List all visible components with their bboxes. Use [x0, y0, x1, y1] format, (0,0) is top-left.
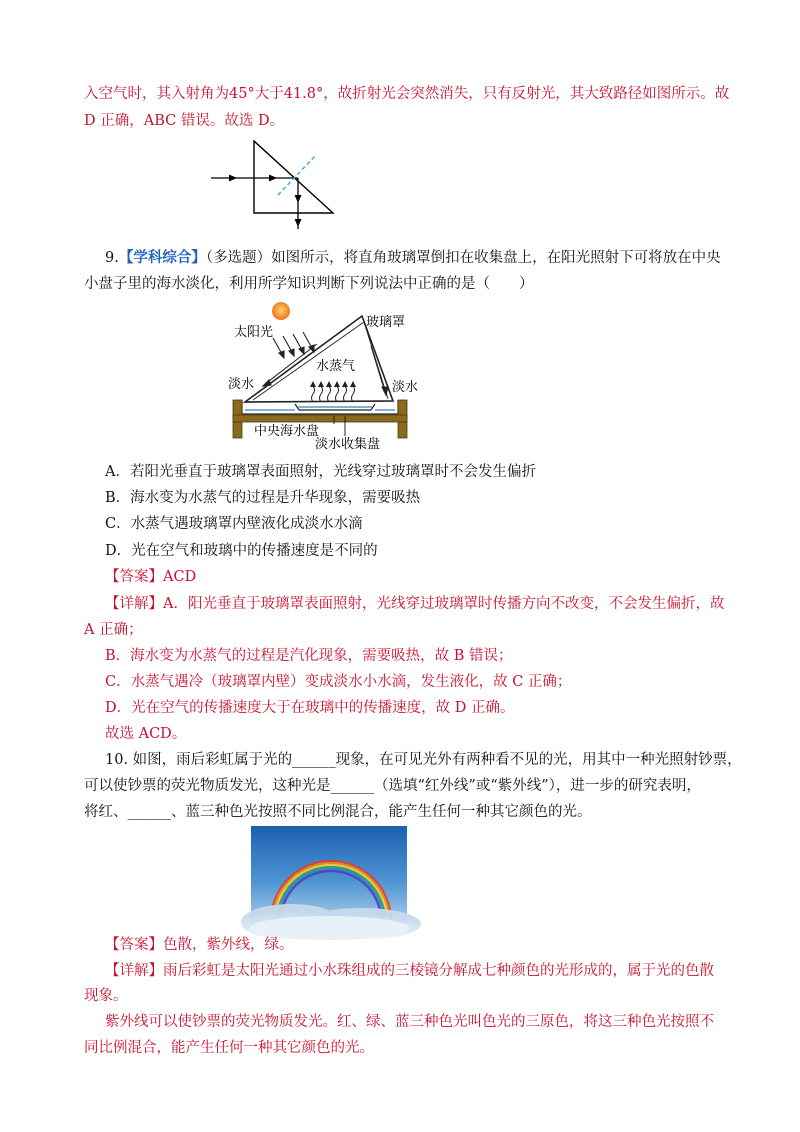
normal-dashed-line — [278, 155, 316, 195]
q10-answer: 【答案】色散，紫外线，绿。 — [105, 937, 294, 953]
q9-detail-label: 【详解】 — [105, 596, 163, 612]
reflected-arrow-2 — [295, 219, 302, 227]
prev-detail-line-2: D 正确，ABC 错误。故选 D。 — [84, 113, 285, 129]
q10-detail-label: 【详解】 — [105, 963, 163, 979]
label-sunlight: 太阳光 — [234, 325, 274, 340]
q9-stem-line-1 — [105, 247, 745, 269]
q10-detail-line-4: 同比例混合，能产生任何一种其它颜色的光。 — [84, 1040, 374, 1056]
solar-desalination-diagram — [225, 298, 419, 452]
q9-stem-text-1: （多选题）如图所示，将直角玻璃罩倒扣在收集盘上，在阳光照射下可将放在中央 — [205, 250, 721, 266]
vapor-arrows — [312, 386, 355, 402]
incident-arrow-2 — [269, 175, 277, 182]
q9-detail-line-3: B．海水变为水蒸气的过程是汽化现象，需要吸热，故 B 错误； — [105, 648, 513, 664]
stand-shelf — [233, 415, 407, 422]
q9-number: 9. — [105, 250, 119, 266]
q10-detail-line-1 — [105, 960, 745, 982]
q9-detail-line-6: 故选 ACD。 — [105, 726, 187, 742]
reflected-arrow-1 — [295, 195, 302, 203]
q9-detail-line-4: C．水蒸气遇冷（玻璃罩内壁）变成淡水小水滴，发生液化，故 C 正确； — [105, 674, 572, 690]
q9-detail-line-5: D．光在空气的传播速度大于在玻璃中的传播速度，故 D 正确。 — [105, 700, 515, 716]
q9-option-a: A．若阳光垂直于玻璃罩表面照射，光线穿过玻璃罩时不会发生偏折 — [105, 464, 536, 480]
q9-option-b: B．海水变为水蒸气的过程是升华现象，需要吸热 — [105, 490, 421, 506]
q9-option-c: C．水蒸气遇玻璃罩内壁液化成淡水水滴 — [105, 516, 363, 532]
q10-detail-line-3: 紫外线可以使钞票的荧光物质发光。红、绿、蓝三种色光叫色光的三原色，将这三种色光按照不 — [105, 1014, 714, 1030]
q10-stem-line-1: 10. 如图，雨后彩虹属于光的______现象，在可见光外有两种看不见的光，用其中一种光照射钞票， — [105, 752, 742, 768]
prev-detail-line-1: 入空气时，其入射角为45°大于41.8°，故折射光会突然消失，只有反射光，其大致路径如图所示。故 — [84, 86, 730, 102]
vapor-arrow-heads — [310, 381, 356, 387]
prism-ray-diagram — [205, 135, 355, 235]
q9-detail-line-1 — [105, 593, 745, 615]
q10-detail-text-1: 雨后彩虹是太阳光通过小水珠组成的三棱镜分解成七种颜色的光形成的，属于光的色散 — [163, 963, 714, 979]
q9-detail-line-2: A 正确； — [84, 622, 143, 638]
q9-stem-line-2: 小盘子里的海水淡化，利用所学知识判断下列说法中正确的是（ ） — [84, 276, 534, 292]
q9-option-d: D．光在空气和玻璃中的传播速度是不同的 — [105, 543, 378, 559]
label-vapor: 水蒸气 — [316, 359, 356, 374]
label-seawater-dish: 中央海水盘 — [254, 424, 320, 439]
q9-tag: 【学科综合】 — [118, 249, 206, 266]
label-collect-dish: 淡水收集盘 — [315, 437, 381, 452]
rainbow-photo — [251, 826, 407, 928]
incident-arrow-1 — [229, 175, 237, 182]
label-fresh-water-left: 淡水 — [228, 377, 255, 392]
q10-detail-line-2: 现象。 — [84, 988, 128, 1004]
q10-stem-line-2: 可以使钞票的荧光物质发光，这种光是______（选填“红外线”或“紫外线”），进一步的研究表明， — [84, 778, 701, 794]
right-angle-prism — [254, 141, 333, 213]
rainbow-image — [251, 826, 407, 928]
label-fresh-water-right: 淡水 — [392, 380, 419, 395]
sunlight-rays — [273, 332, 314, 358]
label-glass-cover: 玻璃罩 — [366, 315, 406, 330]
q10-stem-line-3: 将红、______、蓝三种色光按照不同比例混合，能产生任何一种其它颜色的光。 — [84, 804, 592, 820]
sun-icon — [272, 302, 290, 320]
q9-detail-text-1: A．阳光垂直于玻璃罩表面照射，光线穿过玻璃罩时传播方向不改变，不会发生偏折，故 — [163, 596, 725, 612]
q9-answer: 【答案】ACD — [105, 569, 197, 585]
